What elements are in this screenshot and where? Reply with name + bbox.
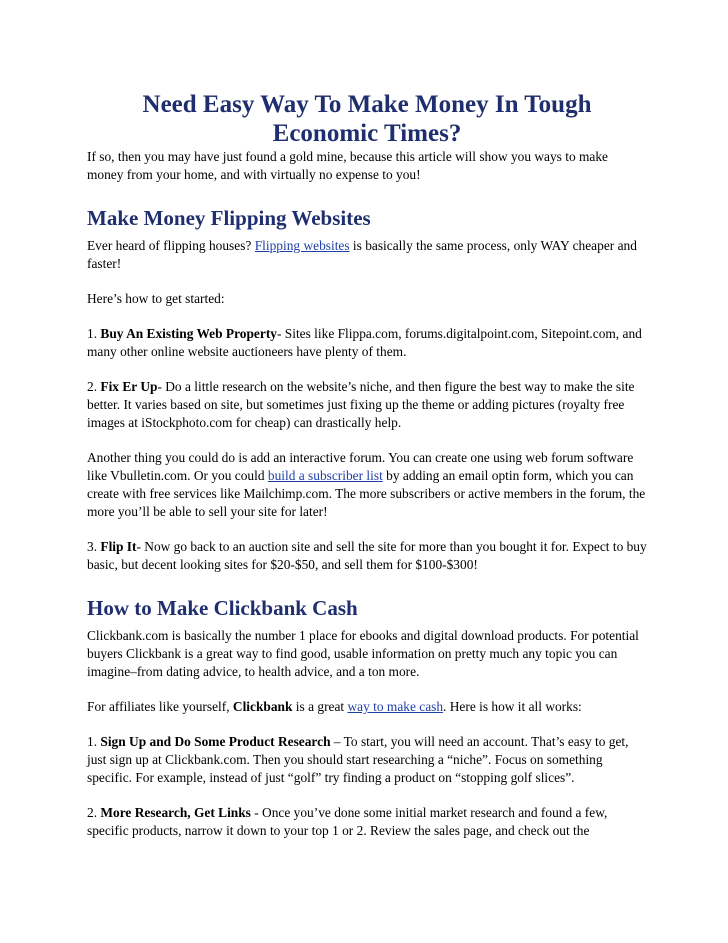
flipping-step-1: 1. Buy An Existing Web Property- Sites like Flippa.com, forums.digitalpoint.com, Sitepoint.com, and many other online website auctioneers have plenty of them. bbox=[87, 326, 642, 359]
step-1-title: Buy An Existing Web Property bbox=[100, 326, 277, 341]
intro-paragraph: If so, then you may have just found a gold mine, because this article will show you ways to make money from your home, and with virtually no expense to you! bbox=[87, 149, 609, 182]
flipping-websites-link[interactable]: Flipping websites bbox=[254, 238, 350, 253]
step-2-title: Fix Er Up bbox=[100, 379, 158, 394]
subscriber-list-link[interactable]: build a subscriber list bbox=[267, 468, 383, 483]
clickbank-intro-paragraph: Clickbank.com is basically the number 1 place for ebooks and digital download products. For potential buyers Clickbank is a great way to find good, usable information on pretty much any topic you can imagine–from dating advice, to health advice, and a ton more. bbox=[87, 628, 639, 679]
clickbank-step-1: 1. Sign Up and Do Some Product Research – To start, you will need an account. That’s easy to get, just sign up at Clickbank.com. Then you should start researching a “niche”. Focus on something specific. For example, instead of just “golf” try finding a product on “stopping golf slices”. bbox=[87, 734, 629, 785]
affiliates-paragraph: For affiliates like yourself, Clickbank is a great way to make cash. Here is how it all works: bbox=[87, 699, 582, 714]
get-started-paragraph: Here’s how to get started: bbox=[87, 291, 225, 306]
section-heading-flipping: Make Money Flipping Websites bbox=[87, 206, 371, 230]
page-title: Need Easy Way To Make Money In Tough Economic Times? bbox=[142, 91, 592, 147]
section-heading-clickbank: How to Make Clickbank Cash bbox=[87, 596, 358, 620]
step-3-title: Flip It bbox=[100, 539, 137, 554]
flipping-intro-paragraph: Ever heard of flipping houses? Flipping websites is basically the same process, only WAY cheaper and faster! bbox=[87, 238, 637, 271]
clickbank-step-2-title: More Research, Get Links bbox=[100, 805, 251, 820]
clickbank-step-2: 2. More Research, Get Links - Once you’ve done some initial market research and found a few, specific products, narrow it down to your top 1 or 2. Review the sales page, and check out the bbox=[87, 805, 608, 838]
make-cash-link[interactable]: way to make cash bbox=[347, 699, 444, 714]
clickbank-step-1-title: Sign Up and Do Some Product Research bbox=[100, 734, 331, 749]
flipping-step-2: 2. Fix Er Up- Do a little research on the website’s niche, and then figure the best way to make the site better. It varies based on site, but sometimes just fixing up the theme or adding pictures (royalty free images at iStockphoto.com for cheap) can drastically help. bbox=[87, 379, 635, 430]
flipping-step-3: 3. Flip It- Now go back to an auction site and sell the site for more than you bought it for. Expect to buy basic, but decent looking sites for $20-$50, and sell them for $100-$300! bbox=[87, 539, 647, 572]
document-page bbox=[87, 90, 647, 840]
forum-paragraph: Another thing you could do is add an interactive forum. You can create one using web forum software like Vbulletin.com. Or you could build a subscriber list by adding an email optin form, which you can create with free services like Mailchimp.com. The more subscribers or active members in the forum, the more you’ll be able to sell your site for later! bbox=[87, 450, 646, 519]
